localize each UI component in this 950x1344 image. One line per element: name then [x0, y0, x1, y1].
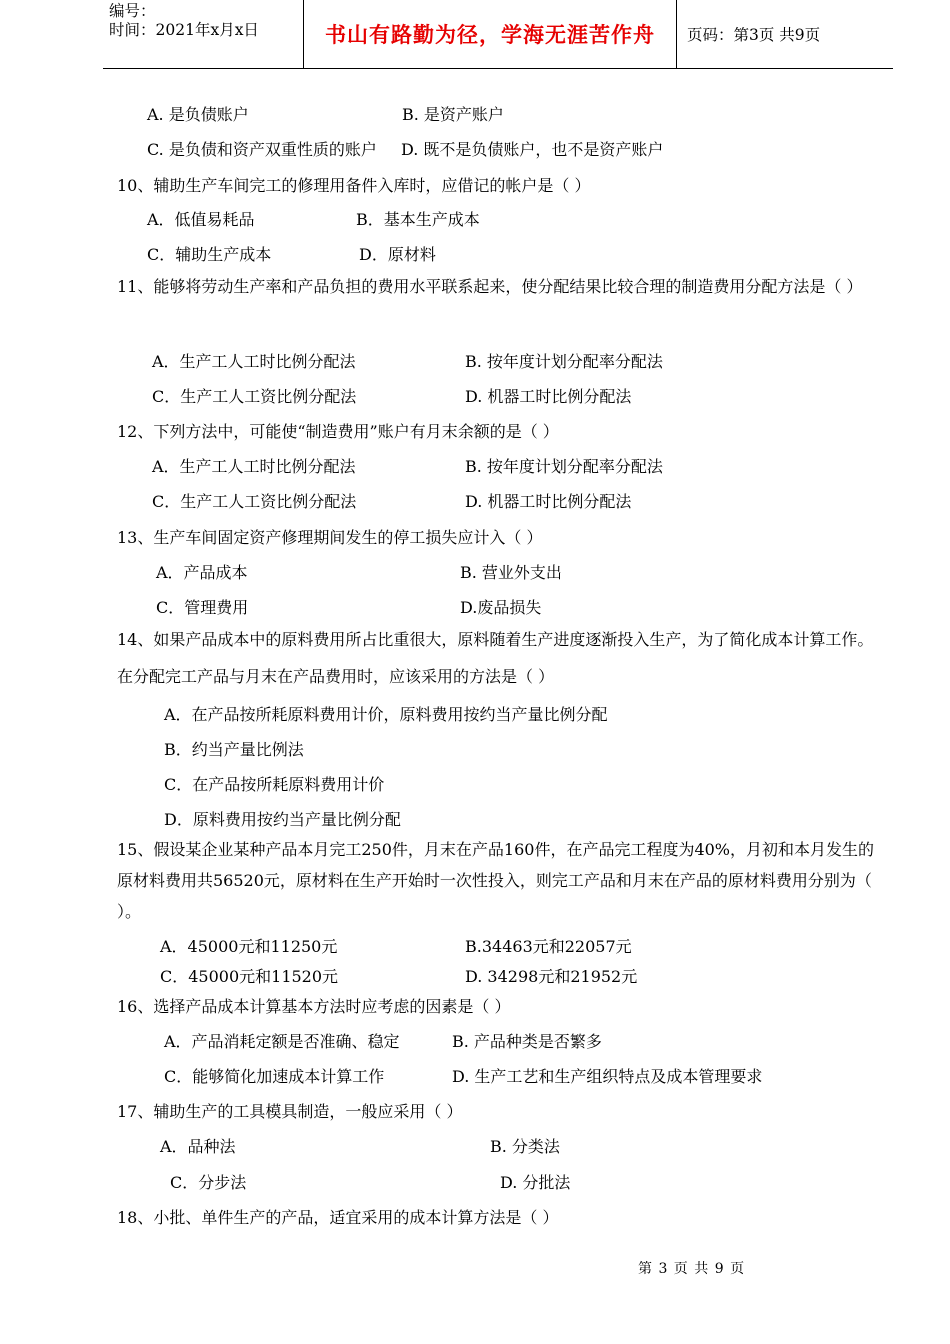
q17-option-c: C．分步法	[170, 1173, 247, 1192]
header-time: 时间：2021年x月x日	[109, 21, 259, 39]
q9-option-d: D. 既不是负债账户，也不是资产账户	[401, 140, 664, 159]
q11-option-c: C．生产工人工资比例分配法	[152, 387, 357, 406]
question-18: 18、小批、单件生产的产品，适宜采用的成本计算方法是（ ）	[117, 1208, 559, 1227]
header-number: 编号：	[109, 2, 156, 20]
q10-option-b: B．基本生产成本	[356, 210, 480, 229]
q15-option-c: C．45000元和11520元	[160, 967, 339, 986]
q9-option-c: C. 是负债和资产双重性质的账户	[147, 140, 377, 159]
q10-option-d: D．原材料	[359, 245, 436, 264]
q17-option-b: B. 分类法	[490, 1137, 560, 1156]
page-footer: 第 3 页 共 9 页	[638, 1261, 746, 1277]
q9-option-b: B. 是资产账户	[402, 105, 504, 124]
q10-option-c: C．辅助生产成本	[147, 245, 272, 264]
q15-option-a: A．45000元和11250元	[160, 937, 338, 956]
q17-option-d: D. 分批法	[500, 1173, 571, 1192]
q13-option-b: B. 营业外支出	[460, 563, 562, 582]
q15-option-d: D. 34298元和21952元	[465, 967, 638, 986]
question-13: 13、生产车间固定资产修理期间发生的停工损失应计入（ ）	[117, 528, 543, 547]
question-16: 16、选择产品成本计算基本方法时应考虑的因素是（ ）	[117, 997, 511, 1016]
header-page-number: 页码：第3页 共9页	[687, 26, 821, 44]
q14-option-d: D．原料费用按约当产量比例分配	[164, 810, 401, 829]
question-15: 15、假设某企业某种产品本月完工250件，月末在产品160件，在产品完工程度为40%，月初和本月发生的原材料费用共56520元，原材料在生产开始时一次性投入，则完工产品和月末在产品的原材料费用分别为（ ）。	[117, 840, 875, 921]
q11-option-a: A．生产工人工时比例分配法	[152, 352, 356, 371]
q12-option-d: D. 机器工时比例分配法	[465, 492, 632, 511]
q10-option-a: A．低值易耗品	[147, 210, 255, 229]
q13-option-c: C．管理费用	[156, 598, 249, 617]
q14-option-b: B．约当产量比例法	[164, 740, 304, 759]
q12-option-b: B. 按年度计划分配率分配法	[465, 457, 663, 476]
question-10: 10、辅助生产车间完工的修理用备件入库时，应借记的帐户是（ ）	[117, 176, 591, 195]
q12-option-a: A．生产工人工时比例分配法	[152, 457, 356, 476]
q15-option-b: B.34463元和22057元	[465, 937, 632, 956]
header-meta	[109, 2, 259, 40]
q11-option-d: D. 机器工时比例分配法	[465, 387, 632, 406]
q13-option-a: A．产品成本	[156, 563, 248, 582]
q16-option-b: B. 产品种类是否繁多	[452, 1032, 602, 1051]
page-header	[103, 0, 893, 69]
question-12: 12、下列方法中，可能使“制造费用”账户有月末余额的是（ ）	[117, 422, 559, 441]
question-11: 11、能够将劳动生产率和产品负担的费用水平联系起来，使分配结果比较合理的制造费用分配方法是（ ）	[117, 277, 863, 296]
q14-option-c: C．在产品按所耗原料费用计价	[164, 775, 385, 794]
q12-option-c: C．生产工人工资比例分配法	[152, 492, 357, 511]
q16-option-a: A．产品消耗定额是否准确、稳定	[164, 1032, 400, 1051]
question-14: 14、如果产品成本中的原料费用所占比重很大，原料随着生产进度逐渐投入生产，为了简化成本计算工作。在分配完工产品与月末在产品费用时，应该采用的方法是（ ）	[117, 630, 874, 686]
q9-option-a: A. 是负债账户	[147, 105, 249, 124]
q14-option-a: A．在产品按所耗原料费用计价，原料费用按约当产量比例分配	[164, 705, 608, 724]
q13-option-d: D.废品损失	[460, 598, 542, 617]
q16-option-d: D. 生产工艺和生产组织特点及成本管理要求	[452, 1067, 763, 1086]
q11-option-b: B. 按年度计划分配率分配法	[465, 352, 663, 371]
q17-option-a: A．品种法	[160, 1137, 236, 1156]
q16-option-c: C．能够简化加速成本计算工作	[164, 1067, 385, 1086]
question-17: 17、辅助生产的工具模具制造，一般应采用（ ）	[117, 1102, 463, 1121]
header-motto: 书山有路勤为径，学海无涯苦作舟	[325, 22, 655, 47]
header-divider	[676, 0, 677, 68]
